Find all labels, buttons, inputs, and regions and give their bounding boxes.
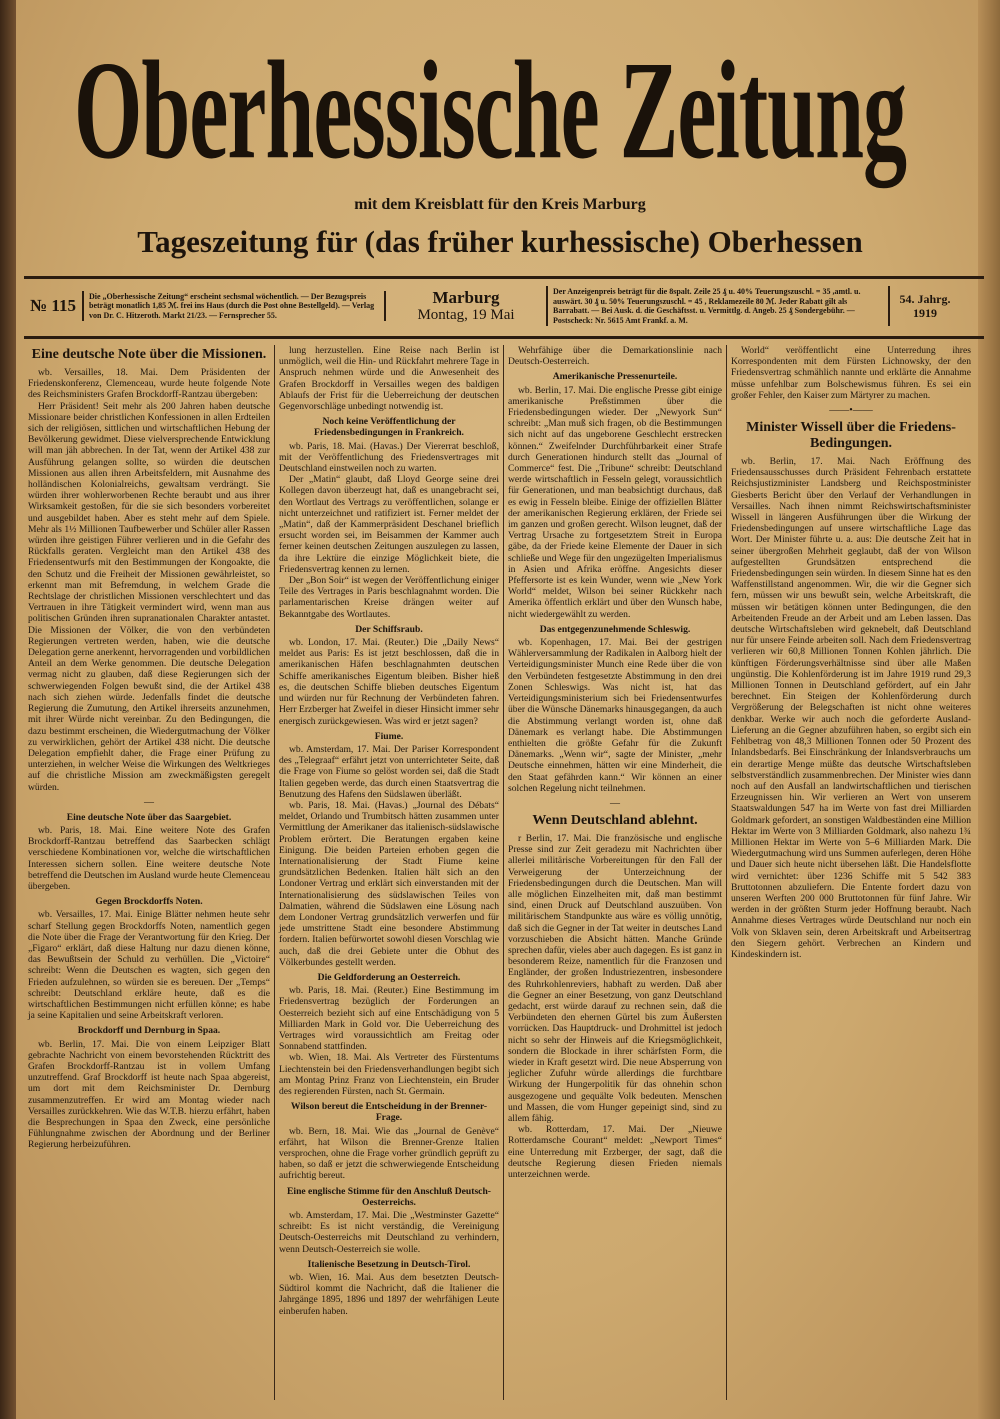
article-paragraph: wb. Amsterdam, 17. Mai. Die „Westminster Gazette“ schreibt: Es ist nicht verständig, die Vereinigung Deutsch-Oesterreichs mit Deutschland zu verhindern, wenn Deutsch-Oesterreich sie wolle.: [279, 1210, 499, 1255]
article-subheading: Italienische Besetzung in Deutsch-Tirol.: [307, 1258, 471, 1270]
article-paragraph: wb. Paris, 18. Mai. Eine weitere Note des Grafen Brockdorff-Rantzau betreffend das Saarbecken schlägt verschiedene Kombinationen vor, welche die wirtschaftlichen Interessen sichern sollen. Eine weitere deutsche Note betreffend die Deutschen im Ausland wurde heute Clemenceau übergeben.: [28, 824, 270, 892]
section-separator: ——•——: [829, 405, 873, 417]
article-paragraph: wb. Amsterdam, 17. Mai. Der Pariser Korrespondent des „Telegraaf“ erfährt jetzt von unterrichteter Seite, daß die Frage von Fiume so gelöst worden sei, daß die Stadt Italien gegeben werde, das durch einen Staatsvertrag die Benutzung des Hafens den Südslawen überläßt.: [279, 743, 499, 800]
article-paragraph: lung herzustellen. Eine Reise nach Berlin ist unmöglich, weil die Hin- und Rückfahrt mehrere Tage in Anspruch nehmen würde und die Anwesenheit des Grafen Brockdorff in Versailles wegen des baldigen Ablaufs der Frist für die Ueberreichung der deutschen Gegenvorschläge unbedingt notwendig ist.: [279, 345, 499, 413]
article-paragraph: Der „Matin“ glaubt, daß Lloyd George seine drei Kollegen davon überzeugt hat, daß es unangebracht sei, den Wortlaut des Vertrags zu veröffentlichen, solange er nicht unterzeichnet und ratifiziert ist. Ferner meldet der „Matin“, daß der Kammerpräsident Deschanel brieflich ersucht worden sei, im Beisammen der Kammer auch ferner keinen deutschen Zeitungen auszulegen zu lassen, da ihre Lektüre die einzige Möglichkeit biete, die Friedensvertrag kennen zu lernen.: [279, 474, 499, 575]
article-subheading: Eine englische Stimme für den Anschluß Deutsch-Oesterreichs.: [287, 1185, 491, 1208]
article-paragraph: Herr Präsident! Seit mehr als 200 Jahren haben deutsche Missionare beider christlichen Konfessionen in allen Erdteilen sich der religiösen, sittlichen und wirtschaftlichen Hebung der Bevölkerung gewidmet. Diese vielversprechende Entwicklung will man jäh abbrechen. In der Tat, wenn der Artikel 438 zur Ausführung gelangen sollte, so würden die deutschen Missionen aus allen ihren Arbeitsfeldern, mit Ausnahme des holländischen Kolonialreichs, gewaltsam verdrängt. Sie würden ihrer wohlerworbenen Rechte beraubt und aus ihrer Wirksamkeit gestoßen, für die sie sich besonders vorbereitet und ausgebildet haben. Aber es steht mehr auf dem Spiele. Mehr als 1½ Millionen Taufbewerber und Schüler aller Rassen würden ihre geistigen Führer verlieren und in die Gefahr des Rückfalls geraten. Vergleicht man den Artikel 438 des Friedensentwurfs mit den Bestimmungen der Kongoakte, die den Schutz und die Freiheit der Missionen gewährleistet, so erkennt man mit Befremdung, in welchem Grade die Rechtslage der christlichen Missionen verschlechtert und das Vertrauen in ihre Tätigkeit vermindert wird, wenn man aus politischen Gründen ihren supranationalen Charakter antastet. Die Missionen der Völker, die von den verbündeten Regierungen vertreten werden, haben, wie die deutsche Delegation gerne anerkennt, hervorragenden und vorbildlichen Anteil an dem Werke genommen. Die deutsche Delegation vermag nicht zu glauben, daß diese Regierungen sich der schwerwiegenden Folgen bewußt sind, die der Artikel 438 nach sich ziehen würde. Jedenfalls findet die deutsche Regierung die Zumutung, den Artikel ihrerseits anzunehmen, mit ihrer Würde nicht vereinbar. Zu den Bedingungen, die dazu bestimmt erscheinen, die Wiedergutmachung der Völker zu verwirklichen, gehört der Artikel 438 nicht. Die deutsche Delegation empfiehlt daher, die Frage einer Prüfung zu unterziehen, in welcher Weise die Wirkungen des Weltkrieges auf die christliche Mission am zweckmäßigsten geregelt würden.: [28, 400, 270, 793]
issue-number: № 115: [30, 296, 76, 316]
article-paragraph: wb. London, 17. Mai. (Reuter.) Die „Daily News“ meldet aus Paris: Es ist jetzt beschlossen, daß die in amerikanischen Häfen beschlagnahmten deutschen Schiffe amerikanisches Eigentum bleiben. Bisher hieß es, die deutschen Schiffe blieben deutsches Eigentum und würden nur für Rechnung der Verbündeten fahren. Herr Erzberger hat Zweifel in dieser Hinsicht immer sehr energisch zurückgewiesen. Was wird er jetzt sagen?: [279, 637, 499, 727]
section-separator: —: [610, 797, 620, 809]
info-bar: [24, 281, 979, 331]
article-subheading: Amerikanische Pressenurteile.: [552, 371, 678, 383]
publisher-note: Die „Oberhessische Zeitung“ erscheint sechsmal wöchentlich. — Der Bezugspreis beträgt monatlich 1,85 ℳ. frei ins Haus (durch die Post ohne Bestellgeld). — Verlag von Dr. C. Hitzeroth. Markt 21/23. — Fernsprecher 55.: [82, 291, 386, 322]
article-paragraph: World“ veröffentlicht eine Unterredung ihres Korrespondenten mit dem Fürsten Lichnowsky, der den Friedensvertrag schmählich nannte und erklärte die Annahme müsse unfehlbar zum Bolschewismus führen. Es sei ein großer Fehler, den Kaiser zum Märtyrer zu machen.: [731, 345, 971, 401]
volume: 54. Jahrg.: [899, 292, 951, 306]
column-1: [28, 345, 270, 1151]
article-subheading: Noch keine Veröffentlichung der Friedensbedingungen in Frankreich.: [314, 416, 464, 439]
masthead-tagline: Tageszeitung für (das früher kurhessische) Oberhessen: [137, 224, 863, 259]
column-4: [731, 345, 971, 960]
article-subheading: Eine deutsche Note über das Saargebiet.: [66, 811, 232, 823]
article-paragraph: wb. Paris, 18. Mai. (Reuter.) Eine Bestimmung im Friedensvertrag bezüglich der Forderungen an Oesterreich bezieht sich auf eine Entschädigung von 5 Milliarden Mark in Gold vor. Die Ueberreichung des Vertrages wird voraussichtlich am Freitag oder Sonnabend stattfinden.: [279, 985, 499, 1053]
article-headline: Minister Wissell über die Friedens-Bedingungen.: [746, 420, 956, 452]
article-paragraph: wb. Paris, 18. Mai. (Havas.) „Journal des Débats“ meldet, Orlando und Trumbitsch hätten zusammen unter Vermittlung der Amerikaner das italienisch-südslawische Problem erörtert. Die Beratungen ergaben keine Einigung. Die beiden Parteien erhoben gegen die Internationalisierung der Stadt Fiume keine grundsätzlichen Bedenken. Italien hält sich an den Londoner Vertrag und erklärt sich einverstanden mit der Internationalisierung des südslawischen Teiles von Dalmatien, während die Südslawen eine Lösung nach dem Londoner Vertrag grundsätzlich verwerfen und für jede umstrittene Stadt eine besondere Abstimmung fordern. Italien befürwortet sowohl diesen Vorschlag wie auch, daß die drei Gebiete unter die Obhut des Völkerbundes gestellt werden.: [279, 799, 499, 968]
article-subheading: Wilson bereut die Entscheidung in der Brenner-Frage.: [290, 1101, 488, 1124]
column-divider: [726, 345, 727, 1400]
article-paragraph: wb. Wien, 16. Mai. Aus dem besetzten Deutsch-Südtirol kommt die Nachricht, daß die Italiener die Jahrgänge 1895, 1896 und 1897 der wehrfähigen Leute einberufen haben.: [279, 1272, 499, 1317]
column-divider: [274, 345, 275, 1400]
article-paragraph: wb. Paris, 18. Mai. (Havas.) Der Viererrat beschloß, mit der Veröffentlichung des Friedensvertrages mit Deutschland einstweilen noch zu warten.: [279, 440, 499, 475]
article-subheading: Gegen Brockdorffs Noten.: [95, 896, 203, 908]
article-headline: Eine deutsche Note über die Missionen.: [31, 347, 267, 362]
article-subheading: Fiume.: [374, 730, 404, 742]
article-paragraph: wb. Versailles, 18. Mai. Dem Präsidenten der Friedenskonferenz, Clemenceau, wurde heute folgende Note des Reichsministers Grafen Brockdorff-Rantzau übergeben:: [28, 367, 270, 401]
year: 1919: [913, 306, 937, 320]
column-divider: [503, 345, 504, 1400]
article-subheading: Brockdorff und Dernburg in Spaa.: [77, 1025, 221, 1037]
masthead-subtitle: mit dem Kreisblatt für den Kreis Marburg: [354, 196, 646, 213]
column-2: [279, 345, 499, 1317]
article-paragraph: Wehrfähige über die Demarkationslinie nach Deutsch-Oesterreich.: [508, 345, 722, 368]
article-paragraph: wb. Berlin, 17. Mai. Die von einem Leipziger Blatt gebrachte Nachricht von einem bevorstehenden Rücktritt des Grafen Brockdorff-Rantzau ist in vollem Umfang unzutreffend. Graf Brockdorff ist heute nach Spaa abgereist, um dort mit dem Reichsminister Dr. Dernburg zusammenzutreffen. Er wird am Montag wieder nach Versailles zurückkehren. Wie das W.T.B. hierzu erfährt, haben die Besprechungen in Spaa den Zweck, eine persönliche Fühlungnahme zwischen der Abordnung und der Berliner Regierung herbeizuführen.: [28, 1038, 270, 1151]
article-paragraph: wb. Wien, 18. Mai. Als Vertreter des Fürstentums Liechtenstein bei den Friedensverhandlungen begibt sich am Montag Prinz Franz von Liechtenstein, ein Bruder des regierenden Fürsten, nach St. Germain.: [279, 1052, 499, 1097]
top-rule: [24, 276, 984, 279]
article-paragraph: wb. Bern, 18. Mai. Wie das „Journal de Genève“ erfährt, hat Wilson die Brenner-Grenze Italien versprochen, ohne die Frage vorher gründlich geprüft zu haben, so daß er jetzt die schwerwiegende Entscheidung aufrichtig bereut.: [279, 1125, 499, 1182]
article-headline: Wenn Deutschland ablehnt.: [532, 812, 698, 828]
article-subheading: Die Geldforderung an Oesterreich.: [317, 971, 461, 983]
volume-year: [890, 292, 960, 320]
article-paragraph: wb. Berlin, 17. Mai. Nach Eröffnung des Friedensausschusses durch Präsident Fehrenbach erstattete Reichsjustizminister Landsberg und Reichspostminister Giesberts Bericht über den Verlauf der Verhandlungen in Versailles. Nach ihnen nimmt Reichswirtschaftsminister Wissell in längeren Ausführungen über die Wirkung der Friedensbedingungen auf unsere wirtschaftliche Lage das Wort. Der Minister führte u. a. aus: Die deutsche Zeit hat in seiner übergroßen Mehrheit geglaubt, daß der von Wilson aufgestellten Grundsätzen entsprechend die Friedensbedingungen sein würden. In diesem Sinne hat es den Waffenstillstand angenommen. Wir, die wir die Gegner sich fern, müssen wir uns bewußt sein, welche Arbeitskraft, die müssen wir betätigen können unter Bedingungen, die den Arbeitenden Freude an der Arbeit und am Leben lassen. Das deutsche Wirtschaftsleben wird geknebelt, daß Deutschland nur für unsere Feinde arbeiten soll. Nach dem Friedensvertrag verlieren wir 60,8 Millionen Tonnen Kohlen jährlich. Die künftigen Förderungsverhältnisse sind über alle Maßen ungünstig. Die Kohlenförderung ist im Jahre 1919 rund 29,3 Millionen Tonnen in Deutschland gefördert, auf ein Jahr berechnet. Ein Steigen der Kohlenförderung durch Vergrößerung der Belegschaften ist nicht ohne weiteres denkbar. Werke wir auch noch die geforderte Ausland-Lieferung an die Gegner abzuführen haben, so ergibt sich ein Fehlbetrag von 48,3 Millionen Tonnen oder 50 Prozent des Inlandsbedarfs. Bei Einschränkung der Inlandsverbrauchs um ein derartige Menge müßte das deutsche Wirtschaftsleben selbstverständlich zusammenbrechen. Der Minister wies dann noch auf den Ausfall an landwirtschaftlichen und tierischen Erzeugnissen hin. Wir verlieren an Wert von unserem Staatswaldungen 547 ha im Werte von fast drei Milliarden Goldmark gefordert, an sonstigen Waldbeständen eine Million Hektar im Werte von 3 Milliarden Goldmark, also nahezu 1¾ Millionen Hektar im Werte von 5–6 Milliarden Mark. Die Wiedergutmachung wird uns Summen auferlegen, deren Höhe und Dauer sich heute nicht übersehen läßt. Die Handelsflotte wird vernichtet: über 1236 Schiffe mit 5 542 383 Bruttotonnen abzuliefern. Die Entente fordert dazu von unseren Werften 200 000 Bruttotonnen für fünf Jahre. Wir werden in der größten Sturm jeder Hoffnung beraubt. Nach Annahme dieses Vertrages würde Deutschland nur noch ein Volk von Sklaven sein, deren Arbeitskraft und Arbeitsertrag den Siegern gehört. Verbrechen an Kindern und Kindeskindern ist.: [731, 456, 971, 960]
city: Marburg: [432, 288, 500, 307]
section-separator: —: [144, 796, 154, 808]
article-paragraph: wb. Rotterdam, 17. Mai. Der „Nieuwe Rotterdamsche Courant“ meldet: „Newport Times“ eine Unterredung mit Erzberger, der sagt, daß die deutsche Regierung diesen Frieden niemals unterzeichnen werde.: [508, 1124, 722, 1181]
article-subheading: Das entgegenzunehmende Schleswig.: [539, 623, 691, 635]
bottom-rule: [24, 336, 984, 339]
article-paragraph: r Berlin, 17. Mai. Die französische und englische Presse sind zur Zeit geradezu mit Nachrichten über allerlei militärische Vorbereitungen für den Fall der Verweigerung der Unterzeichnung der Friedensbedingungen durch die Deutschen. Man will alle möglichen Einzelheiten mit, daß man bestimmt sind, einen Druck auf Deutschland auszuüben. Von militärischem Standpunkte aus wäre es völlig unnötig, daß sich die Gegner in der Tat weiter in deutsches Land vorzuschieben die Absicht hätten. Manche Gründe sprechen dafür, vieles aber auch dagegen. Es ist ganz in besonderem Reize, namentlich für die Franzosen und Engländer, der großen Industriezentren, insbesondere des Ruhrkohlenreviers, habhaft zu werden. Daß aber die Gegner an einer Besetzung, von ganz Deutschland gedacht, erst würde darauf zu rechnen sein, daß die Verbündeten den ehernen Gürtel bis zum Äußersten vorrücken. Das Hauptdruck- und Drohmittel ist jedoch nicht so sehr der Hinweis auf die Kriegsmöglichkeit, sondern die Blockade in ihrer schärfsten Form, die wieder in Kraft gesetzt wird. Die neue Absperrung von jeglicher Zufuhr würde allerdings die furchtbare Wirkung der Hungerpolitik für das ohnehin schon ausgezogene und gequälte Volk bedeuten. Menschen und Massen, die vom Hunger gepeinigt sind, sind zu allem fähig.: [508, 832, 722, 1124]
article-paragraph: Der „Bon Soir“ ist wegen der Veröffentlichung einiger Teile des Vertrages in Paris beschlagnahmt worden. Die parlamentarischen Kreise drängen weiter auf Bekanntgabe des Wortlautes.: [279, 575, 499, 620]
article-paragraph: wb. Versailles, 17. Mai. Einige Blätter nehmen heute sehr scharf Stellung gegen Brockdorffs Noten, namentlich gegen die Note über die Frage der Verantwortung für den Krieg. Der „Figaro“ erklärt, daß diese Haltung nur dazu dienen könne, das Bewußtsein der Schuld zu verhüllen. Die „Victoire“ schreibt: Wenn die Deutschen es wagten, sich gegen den Frieden aufzulehnen, so würden sie es bereuen. Der „Temps“ schreibt: Deutschland erkläre heute, daß es die wirtschaftlichen Bestimmungen nicht erfüllen könne; es habe ja seine Kapitalien und seine Arbeitskraft verloren.: [28, 909, 270, 1022]
column-3: [508, 345, 722, 1180]
article-paragraph: wb. Berlin, 17. Mai. Die englische Presse gibt einige amerikanische Preßstimmen über die Friedensbedingungen wieder. Der „Newyork Sun“ schreibt: „Man muß sich fragen, ob die Bestimmungen sich nicht auf das ungeborene Geschlecht erstrecken können.“ Zweifelnder Durchführbarkeit einer Strafe durch Generationen hindurch stellt das „Journal of Commerce“ fest. Die „Tribune“ schreibt: Deutschland werde wirtschaftlich in Fesseln gelegt, voraussichtlich für Generationen, und man beabsichtigt durchaus, daß es ewig in Fesseln bleibe. Einige der offiziellen Blätter der amerikanischen Regierung erklären, der Friede sei im ganzen und großen gerecht. Wilson leugnet, daß der Vertrag Ursache zu fortgesetztem Streit in Europa gäbe, da der Friede keine Elemente der Dauer in sich schließe und Wege für den ungezügelten Imperialismus in Asien und Afrika eröffne. Angesichts dieser Pfeffersorte ist es kein Wunder, wenn wie „New York World“ meldet, Wilson bei seiner Rückkehr nach Amerika öffentlich erklärt und über den Wunsch habe, nicht wiedergewählt zu werden.: [508, 384, 722, 620]
advertising-note: Der Anzeigenpreis beträgt für die 8spalt. Zeile 25 ₰ u. 40% Teuerungszuschl. = 35 ,amtl. u. auswärt. 30 ₰ u. 50% Teuerungszuschl. = 45 , Reklamezeile 80 ℳ. Jeder Rabatt gilt als Barrabatt. — Bei Ausk. d. die Geschäftsst. u. Vermittlg. d. Angeb. 25 ₰ Sondergebühr. — Postscheck: Nr. 5615 Amt Frankf. a. M.: [546, 286, 890, 326]
dateline: [386, 288, 546, 324]
article-subheading: Der Schiffsraub.: [355, 623, 423, 635]
date: Montag, 19 Mai: [417, 307, 515, 323]
article-paragraph: wb. Kopenhagen, 17. Mai. Bei der gestrigen Wählerversammlung der Radikalen in Aalborg hielt der Verteidigungsminister Munch eine Rede über die von den Verbündeten festgesetzte Abstimmung in den drei Zonen Schleswigs. Was nicht ist, hat das Verteidigungsministerium sich bei Friedensentwurfes über die Wünsche Dänemarks hinausgegangen, da auch die Abstimmung verlangt worden ist, ohne daß Dänemark es verlangt habe. Die Abstimmungen enthielten die größte Gefahr für die Zukunft Dänemarks. „Wenn wir“, sagte der Minister, „mehr Deutsche einnehmen, hätten wir eine Minderheit, die den Staat gefährden kann.“ Wir können an einer solchen Regelung nicht teilnehmen.: [508, 637, 722, 794]
masthead-title: Oberhessische Zeitung: [73, 34, 907, 190]
